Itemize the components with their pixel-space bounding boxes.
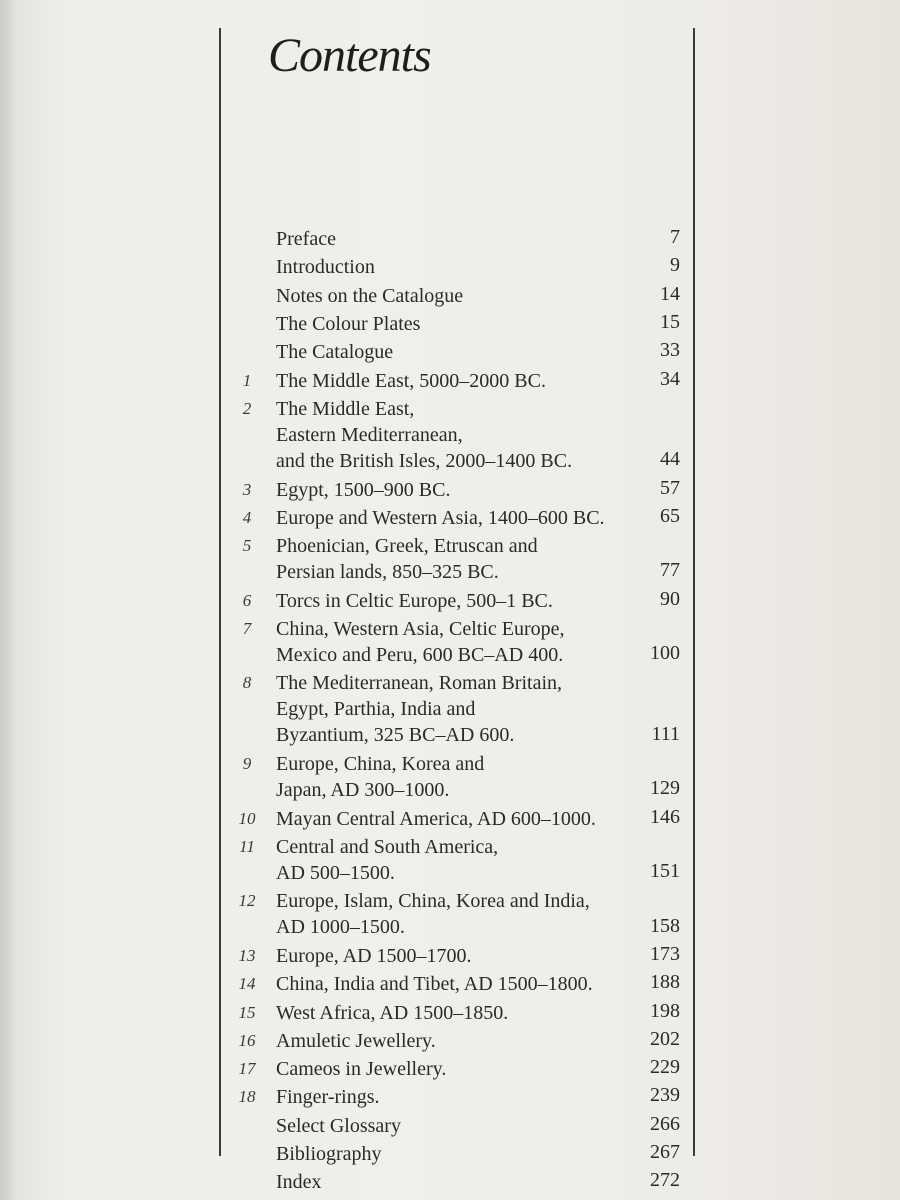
page-number: 146 [650, 805, 680, 828]
entry-title-line: AD 1000–1500. [276, 916, 405, 939]
entry-title [276, 1169, 636, 1195]
page-number: 33 [660, 339, 680, 362]
chapter-number: 12 [238, 891, 256, 911]
entry-title-line: Persian lands, 850–325 BC. [276, 561, 499, 584]
entry-title-line: Preface [276, 228, 336, 250]
entry-title [276, 588, 636, 614]
page-number: 173 [650, 942, 680, 965]
entry-title [276, 1028, 636, 1054]
page-number: 188 [650, 971, 680, 994]
page-number: 100 [650, 642, 680, 665]
entry-title [276, 806, 636, 832]
entry-title-line: Finger-rings. [276, 1086, 380, 1109]
page-number: 266 [650, 1112, 680, 1135]
chapter-number: 2 [242, 398, 252, 418]
entry-title-line: Europe, China, Korea and [276, 753, 485, 776]
entry-title-line: West Africa, AD 1500–1850. [276, 1001, 509, 1024]
page-number: 129 [650, 777, 680, 800]
entry-title-line: Europe, AD 1500–1700. [276, 944, 472, 967]
entry-title [276, 1141, 636, 1167]
page-number: 14 [660, 282, 680, 305]
page-number: 77 [660, 559, 680, 582]
entry-title [276, 311, 636, 337]
page-number: 229 [650, 1056, 680, 1079]
entry-title [276, 971, 636, 997]
entry-title [276, 505, 636, 531]
chapter-number: 18 [238, 1087, 256, 1107]
chapter-number: 6 [242, 590, 252, 610]
entry-title [276, 670, 636, 748]
entry-title [276, 834, 636, 886]
page-number: 202 [650, 1027, 680, 1050]
entry-title-line: Amuletic Jewellery. [276, 1029, 436, 1052]
entry-title-line: The Mediterranean, Roman Britain, [276, 672, 563, 695]
entry-title-line: Phoenician, Greek, Etruscan and [276, 535, 538, 558]
chapter-number: 10 [238, 808, 256, 828]
entry-title-line: AD 500–1500. [276, 861, 395, 884]
entry-title-line: The Colour Plates [276, 312, 421, 335]
page-number: 90 [660, 587, 680, 610]
page-number: 9 [670, 254, 680, 277]
entry-title [276, 888, 636, 940]
entry-title-line: Central and South America, [276, 835, 499, 858]
entry-title-line: Byzantium, 325 BC–AD 600. [276, 724, 515, 747]
chapter-number: 15 [238, 1002, 256, 1022]
entry-title-line: China, India and Tibet, AD 1500–1800. [276, 973, 593, 996]
entry-title-line: Europe, Islam, China, Korea and India, [276, 890, 590, 913]
entry-title-line: The Middle East, [276, 397, 415, 420]
page-number: 151 [650, 860, 680, 883]
entry-title-line: Japan, AD 300–1000. [276, 779, 450, 802]
page-number: 272 [650, 1169, 680, 1192]
entry-title-line: Mayan Central America, AD 600–1000. [276, 807, 596, 830]
entry-title-line: Select Glossary [276, 1114, 401, 1137]
page-number: 44 [660, 448, 680, 471]
entry-title [276, 616, 636, 668]
entry-title [276, 226, 636, 252]
entry-title-line: Introduction [276, 256, 375, 279]
chapter-number: 5 [242, 536, 252, 556]
chapter-number: 4 [242, 507, 252, 527]
page-number: 7 [670, 226, 680, 248]
entry-title-line: The Catalogue [276, 341, 394, 364]
entry-title [276, 477, 636, 503]
entry-title-line: Index [276, 1171, 322, 1194]
chapter-number: 16 [238, 1030, 256, 1050]
page-number: 57 [660, 476, 680, 499]
page-title: Contents [268, 29, 431, 82]
chapter-number: 3 [242, 479, 252, 499]
entry-title [276, 751, 636, 803]
page-number: 15 [660, 310, 680, 333]
entry-title [276, 1084, 636, 1110]
entry-title [276, 254, 636, 280]
page-number: 158 [650, 914, 680, 937]
page-number: 34 [660, 367, 680, 390]
entry-title [276, 396, 636, 474]
entry-title [276, 339, 636, 365]
entry-title [276, 533, 636, 585]
chapter-number: 11 [239, 836, 255, 856]
entry-title [276, 1056, 636, 1082]
chapter-number: 14 [238, 974, 256, 994]
entry-title [276, 943, 636, 969]
page-number: 65 [660, 504, 680, 527]
chapter-number: 17 [238, 1059, 256, 1079]
page-number: 111 [651, 722, 680, 745]
entry-title-line: Torcs in Celtic Europe, 500–1 BC. [276, 589, 553, 612]
entry-title [276, 283, 636, 309]
entry-title-line: Bibliography [276, 1143, 382, 1165]
entry-title-line: and the British Isles, 2000–1400 BC. [276, 449, 573, 472]
entry-title-line: Egypt, 1500–900 BC. [276, 478, 451, 501]
page-number: 198 [650, 999, 680, 1022]
entry-title-line: Europe and Western Asia, 1400–600 BC. [276, 506, 605, 529]
entry-title-line: China, Western Asia, Celtic Europe, [276, 617, 565, 640]
entry-title [276, 368, 636, 394]
entry-title-line: Egypt, Parthia, India and [276, 698, 476, 721]
chapter-number: 8 [242, 673, 252, 693]
page-number: 267 [650, 1141, 680, 1163]
chapter-number: 13 [238, 945, 256, 965]
chapter-number: 7 [242, 618, 252, 638]
entry-title [276, 1113, 636, 1139]
page-number: 239 [650, 1084, 680, 1107]
entry-title-line: Notes on the Catalogue [276, 284, 464, 307]
entry-title-line: Eastern Mediterranean, [276, 423, 463, 446]
entry-title [276, 1000, 636, 1026]
entry-title-line: Mexico and Peru, 600 BC–AD 400. [276, 643, 564, 666]
chapter-number: 1 [242, 370, 252, 390]
entry-title-line: The Middle East, 5000–2000 BC. [276, 369, 546, 392]
entry-title-line: Cameos in Jewellery. [276, 1058, 447, 1081]
chapter-number: 9 [242, 754, 252, 774]
